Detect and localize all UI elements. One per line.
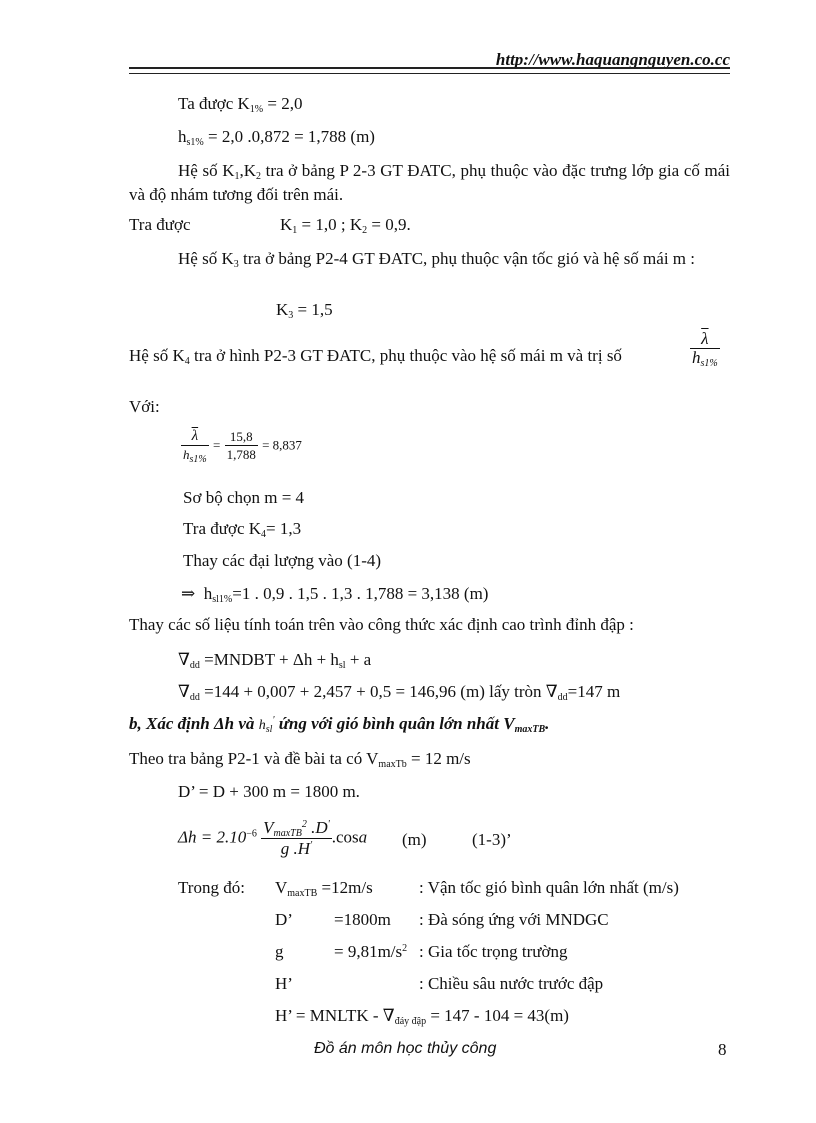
- line-voi: Với:: [129, 397, 160, 416]
- where-h-calc: H’ = MNLTK - $\nabla_{đáy đập} = 147 - 104 = 43(m)$: [275, 1006, 569, 1027]
- formula-delta-h: $\Delta h = 2.10^{-6}$ $\frac{V_{maxTB}^2 .D'}{g .H'}$ .cosa: [178, 818, 368, 858]
- where-label: Trong đó:: [178, 878, 245, 897]
- line-k3-value: $K_3 = 1,5$: [276, 300, 333, 321]
- line-k1-k2-values: $K_1 = 1,0$ ; $K_2 = 0,9$.: [280, 215, 411, 236]
- where-d-desc: : Đà sóng ứng với MNDGC: [419, 910, 609, 929]
- line-tra-duoc: Tra được: [129, 215, 191, 234]
- where-g-value: g: [275, 942, 284, 961]
- line-k4: Hệ số $K_4$ tra ở hình P2-3 GT ĐATC, phụ thuộc vào hệ số mái m và trị số: [129, 346, 622, 367]
- para-k3: Hệ số $K_3$ tra ở bảng P2-4 GT ĐATC, phụ thuộc vận tốc gió và hệ số mái m :: [178, 249, 695, 270]
- line-k4-value: Tra được $K_4= 1,3$: [183, 519, 302, 540]
- header-url[interactable]: http://www.haquangnguyen.co.cc: [495, 50, 730, 69]
- line-thay: Thay các đại lượng vào (1-4): [183, 551, 382, 570]
- header-rule: [129, 67, 730, 74]
- formula-ref: (1-3)’: [472, 830, 512, 849]
- where-vmax-value: $V_{maxTB} =12m/s$: [275, 878, 373, 899]
- where-g-number: = $9,81m/s^2$: [334, 942, 408, 961]
- where-d-number: =1800m: [334, 910, 391, 929]
- where-h-value: H’: [275, 974, 293, 993]
- line-so-bo: Sơ bộ chọn m = 4: [183, 488, 305, 507]
- line-hsl-result: ⇒ $h_{sl1\%}=1$ . 0,9 . 1,5 . 1,3 . 1,788 = 3,138 (m): [181, 584, 489, 605]
- where-d-value: D’: [275, 910, 293, 929]
- fraction-lambda-hs: $\frac{\overline{\lambda}}{h_{s1\%}}$: [692, 329, 718, 369]
- formula-lambda-ratio: $\frac{\overline{\lambda}}{h_{s1\%}}$ = $\frac{15,8}{1,788}$ = 8,837: [183, 428, 302, 465]
- line-thay-so-lieu: Thay các số liệu tính toán trên vào công thức xác định cao trình đỉnh đập :: [129, 615, 634, 634]
- line-k1: Ta được $K_{1\%} = 2,0$: [178, 94, 303, 115]
- formula-unit: (m): [402, 830, 427, 849]
- where-h-desc: : Chiều sâu nước trước đập: [419, 974, 604, 993]
- formula-vdd: $\nabla_{dd}$ =MNDBT + $\Delta h + h_{sl} + a$: [178, 650, 372, 671]
- formula-vdd-result: $\nabla_{dd} =144 + 0,007 + 2,457 + 0,5 = 146,96$ (m) lấy tròn $\nabla_{dd}=147$ m: [178, 682, 621, 703]
- where-g-desc: : Gia tốc trọng trường: [419, 942, 568, 961]
- line-theo-tra-bang: Theo tra bảng P2-1 và đề bài ta có $V_{maxTb} = 12$ m/s: [129, 749, 471, 770]
- line-hs1: $h_{s1\%} = 2,0$ .0,872 = 1,788 (m): [178, 127, 375, 148]
- footer-title: Đồ án môn học thủy công: [314, 1040, 497, 1057]
- where-vmax-desc: : Vận tốc gió bình quân lớn nhất (m/s): [419, 878, 679, 897]
- page-number: 8: [718, 1040, 727, 1059]
- para-k1k2: Hệ số $K_1,K_2$ tra ở bảng P 2-3 GT ĐATC, phụ thuộc vào đặc trưng lớp gia cố mái và độ nhám tương đối trên mái.: [129, 161, 730, 204]
- line-d-prime: D’ = D + 300 m = 1800 m.: [178, 782, 360, 801]
- section-b-heading: b, Xác định Δh và $h_{sl}'$ ứng với gió bình quân lớn nhất $V_{maxTB}$.: [129, 714, 550, 735]
